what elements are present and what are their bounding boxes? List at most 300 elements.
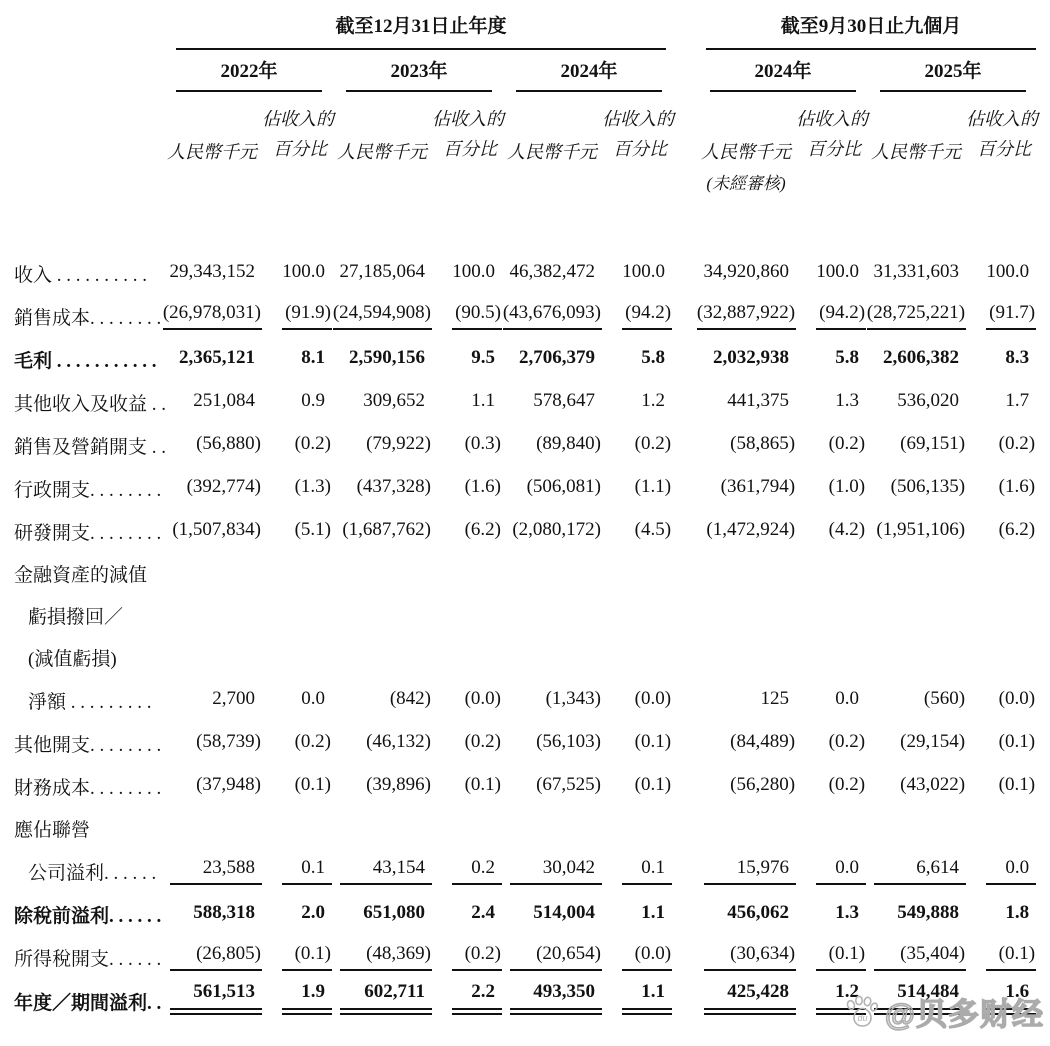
- cell-value: 29,343,152: [169, 261, 255, 282]
- table-cell: [796, 244, 866, 287]
- table-cell: [696, 244, 796, 287]
- table-cell: [332, 757, 432, 800]
- table-cell: [966, 757, 1036, 800]
- cell-value: (46,132): [366, 731, 431, 752]
- cell-value: 251,084: [193, 390, 255, 411]
- cell-value: (0.2): [828, 774, 866, 795]
- row-label-text: 銷售及營銷開支 . .: [14, 437, 167, 458]
- unaudited-note-row: [14, 164, 1036, 194]
- row-label: [14, 629, 162, 671]
- table-row: [14, 671, 1036, 714]
- table-cell: [502, 459, 602, 502]
- cell-value: (5.1): [294, 519, 331, 540]
- cell-value: (56,880): [196, 433, 261, 454]
- cell-value: (84,489): [730, 731, 796, 752]
- table-cell: [262, 416, 332, 459]
- table-cell: [866, 244, 966, 287]
- row-label-text: 財務成本. . . . . . . .: [14, 778, 162, 799]
- amount-unit-header: 人民幣千元: [507, 142, 597, 162]
- table-cell: [696, 330, 796, 373]
- table-cell: [332, 971, 432, 1015]
- table-row: [14, 287, 1036, 330]
- group-gap: [672, 373, 696, 416]
- cell-value: (91.9): [282, 302, 332, 330]
- table-cell: [332, 287, 432, 330]
- table-cell: [502, 757, 602, 800]
- cell-value: 588,318: [193, 902, 255, 923]
- cell-value: (560): [923, 688, 966, 709]
- cell-value: 2,365,121: [179, 347, 255, 368]
- row-label: [14, 587, 162, 629]
- table-cell: [696, 971, 796, 1015]
- table-cell: [866, 330, 966, 373]
- group-gap: [672, 885, 696, 928]
- table-cell: [432, 971, 502, 1015]
- table-row: [14, 928, 1036, 971]
- table-cell: [162, 671, 262, 714]
- table-row: [14, 714, 1036, 757]
- row-label: [14, 928, 162, 971]
- table-row: [14, 587, 1036, 629]
- group-gap: [672, 971, 696, 1015]
- cell-value: 27,185,064: [339, 261, 425, 282]
- table-cell: [162, 714, 262, 757]
- table-cell: [502, 842, 602, 885]
- row-label-text: 公司溢利. . . . . .: [28, 863, 157, 884]
- cell-value: (842): [389, 688, 431, 709]
- cell-value: 2.4: [471, 902, 495, 923]
- table-cell: [432, 416, 502, 459]
- cell-value: (0.1): [816, 943, 866, 971]
- label-col-spacer: [14, 164, 162, 194]
- row-label: [14, 502, 162, 545]
- table-cell: [432, 885, 502, 928]
- table-cell: [432, 330, 502, 373]
- cell-value: (69,151): [900, 433, 966, 454]
- cell-value: 100.0: [986, 261, 1030, 282]
- table-cell: [162, 373, 262, 416]
- table-cell: [966, 842, 1036, 885]
- amount-unit-header: 人民幣千元: [337, 142, 427, 162]
- empty-cells: [162, 587, 1036, 629]
- pct-of-revenue-header: 佔收入的 百分比: [602, 109, 674, 159]
- cell-value: (32,887,922): [697, 302, 796, 330]
- row-label: [14, 757, 162, 800]
- row-label-text: 行政開支. . . . . . . .: [14, 480, 162, 501]
- cell-value: (392,774): [186, 476, 261, 497]
- table-cell: [162, 244, 262, 287]
- label-col-spacer: [14, 6, 162, 50]
- cell-value: (0.2): [998, 433, 1036, 454]
- year-2025-9m: 2025年: [866, 50, 1036, 92]
- table-cell: [866, 459, 966, 502]
- table-cell: [966, 416, 1036, 459]
- row-label-text: 應佔聯營: [14, 820, 91, 841]
- cell-value: 31,331,603: [873, 261, 960, 282]
- cell-value: (1,687,762): [342, 519, 431, 540]
- table-cell: [866, 885, 966, 928]
- table-row: [14, 416, 1036, 459]
- cell-value: 578,647: [533, 390, 595, 411]
- table-cell: [696, 885, 796, 928]
- table-cell: [796, 885, 866, 928]
- table-cell: [602, 971, 672, 1015]
- table-cell: [162, 885, 262, 928]
- cell-value: 34,920,860: [703, 261, 790, 282]
- empty-cells: [162, 545, 1036, 587]
- table-cell: [262, 671, 332, 714]
- cell-value: 1.9: [282, 981, 332, 1015]
- cell-value: 1.1: [641, 902, 666, 923]
- row-label: [14, 416, 167, 459]
- row-label-text: 除稅前溢利. . . . . .: [14, 906, 162, 927]
- cell-value: 602,711: [340, 981, 432, 1015]
- table-cell: [262, 373, 332, 416]
- table-cell: [162, 459, 262, 502]
- cell-value: (0.1): [282, 943, 332, 971]
- cell-value: 1.7: [1005, 390, 1030, 411]
- cell-value: (0.2): [452, 943, 502, 971]
- cell-value: (0.2): [294, 433, 331, 454]
- row-label-text: 金融資產的減值: [14, 565, 148, 586]
- table-cell: [332, 885, 432, 928]
- table-row: [14, 885, 1036, 928]
- cell-value: 43,154: [340, 857, 432, 885]
- table-body: [14, 244, 1036, 1015]
- table-cell: [502, 714, 602, 757]
- table-cell: [432, 757, 502, 800]
- table-cell: [432, 459, 502, 502]
- cell-value: 9.5: [471, 347, 495, 368]
- group-gap: [672, 244, 696, 287]
- table-cell: [502, 885, 602, 928]
- cell-value: 100.0: [622, 261, 666, 282]
- table-cell: [332, 671, 432, 714]
- pct-of-revenue-header: 佔收入的 百分比: [262, 109, 334, 159]
- cell-value: (37,948): [196, 774, 261, 795]
- cell-value: (94.2): [622, 302, 672, 330]
- table-cell: [262, 287, 332, 330]
- table-cell: [866, 502, 966, 545]
- cell-value: 125: [760, 688, 790, 709]
- cell-value: 309,652: [363, 390, 425, 411]
- table-cell: [966, 928, 1036, 971]
- cell-value: (43,022): [900, 774, 966, 795]
- amount-unit-header: 人民幣千元: [701, 142, 792, 162]
- table-cell: [502, 287, 602, 330]
- table-cell: [696, 416, 796, 459]
- table-cell: [966, 714, 1036, 757]
- table-cell: [162, 416, 262, 459]
- table-cell: [866, 287, 966, 330]
- table-cell: [262, 714, 332, 757]
- cell-value: (58,865): [730, 433, 796, 454]
- cell-value: (0.2): [634, 433, 672, 454]
- cell-value: 100.0: [282, 261, 325, 282]
- cell-value: 0.0: [816, 857, 866, 885]
- row-label: [14, 714, 162, 757]
- row-label: [14, 545, 162, 587]
- table-cell: [332, 714, 432, 757]
- table-cell: [696, 757, 796, 800]
- row-label-text: 其他收入及收益 . .: [14, 394, 167, 415]
- cell-value: 1.2: [816, 981, 866, 1015]
- cell-value: 0.9: [301, 390, 325, 411]
- cell-value: 425,428: [704, 981, 796, 1015]
- table-cell: [162, 842, 262, 885]
- cell-value: 493,350: [510, 981, 602, 1015]
- cell-value: (0.2): [828, 731, 866, 752]
- label-col-spacer: [14, 50, 162, 92]
- table-cell: [332, 502, 432, 545]
- table-cell: [262, 459, 332, 502]
- cell-value: (0.2): [464, 731, 501, 752]
- table-cell: [866, 971, 966, 1015]
- cell-value: (361,794): [720, 476, 796, 497]
- amount-unit-header: 人民幣千元: [167, 142, 257, 162]
- cell-value: 1.8: [1005, 902, 1030, 923]
- table-cell: [262, 502, 332, 545]
- cell-value: 1.3: [835, 902, 860, 923]
- cell-value: 2,700: [212, 688, 255, 709]
- table-cell: [866, 671, 966, 714]
- cell-value: 2,706,379: [519, 347, 595, 368]
- cell-value: (0.3): [464, 433, 501, 454]
- table-cell: [432, 373, 502, 416]
- table-cell: [432, 842, 502, 885]
- table-cell: [162, 928, 262, 971]
- table-cell: [602, 714, 672, 757]
- table-cell: [502, 671, 602, 714]
- table-cell: [696, 842, 796, 885]
- table-cell: [796, 502, 866, 545]
- cell-value: (43,676,093): [503, 302, 602, 330]
- cell-value: (1.1): [634, 476, 672, 497]
- cell-value: 0.1: [622, 857, 672, 885]
- group-year-ended-title: 截至12月31日止年度: [176, 11, 666, 50]
- group-gap: [672, 459, 696, 502]
- table-cell: [866, 842, 966, 885]
- table-cell: [162, 330, 262, 373]
- table-cell: [432, 928, 502, 971]
- table-row: [14, 459, 1036, 502]
- table-cell: [866, 757, 966, 800]
- table-cell: [502, 330, 602, 373]
- cell-value: 0.1: [282, 857, 332, 885]
- table-cell: [432, 671, 502, 714]
- row-label: [14, 885, 162, 928]
- cell-value: 0.0: [986, 857, 1036, 885]
- table-cell: [966, 244, 1036, 287]
- cell-value: (1.6): [464, 476, 501, 497]
- group-gap: [672, 842, 696, 885]
- cell-value: (0.1): [998, 731, 1036, 752]
- table-cell: [332, 330, 432, 373]
- cell-value: (28,725,221): [867, 302, 966, 330]
- table-cell: [502, 373, 602, 416]
- year-2024-9m: 2024年: [696, 50, 866, 92]
- cell-value: (1,951,106): [876, 519, 966, 540]
- cell-value: (437,328): [356, 476, 431, 497]
- cell-value: (67,525): [536, 774, 601, 795]
- cell-value: (0.0): [622, 943, 672, 971]
- cell-value: (1,472,924): [706, 519, 796, 540]
- table-cell: [696, 928, 796, 971]
- table-cell: [162, 502, 262, 545]
- table-cell: [796, 416, 866, 459]
- cell-value: (506,081): [526, 476, 601, 497]
- row-label-text: (減值虧損): [28, 649, 117, 670]
- cell-value: 5.8: [641, 347, 666, 368]
- table-cell: [696, 373, 796, 416]
- table-cell: [966, 459, 1036, 502]
- cell-value: 30,042: [510, 857, 602, 885]
- cell-value: (39,896): [366, 774, 431, 795]
- period-group-row: [14, 6, 1036, 50]
- cell-value: (6.2): [998, 519, 1036, 540]
- row-label: [14, 971, 162, 1015]
- cell-value: (26,805): [170, 943, 262, 971]
- cell-value: 441,375: [727, 390, 790, 411]
- table-cell: [866, 373, 966, 416]
- table-cell: [966, 671, 1036, 714]
- cell-value: (20,654): [510, 943, 602, 971]
- cell-value: (0.1): [464, 774, 501, 795]
- cell-value: (6.2): [464, 519, 501, 540]
- table-cell: [502, 244, 602, 287]
- table-cell: [502, 416, 602, 459]
- pct-of-revenue-header: 佔收入的 百分比: [432, 109, 504, 159]
- cell-value: (0.0): [464, 688, 501, 709]
- cell-value: 514,484: [874, 981, 966, 1015]
- table-cell: [602, 502, 672, 545]
- cell-value: (0.2): [828, 433, 866, 454]
- pct-of-revenue-header: 佔收入的 百分比: [796, 109, 869, 159]
- row-label-text: 年度／期間溢利. .: [14, 993, 162, 1014]
- cell-value: 100.0: [452, 261, 495, 282]
- row-label-text: 毛利 . . . . . . . . . . .: [14, 351, 157, 372]
- table-cell: [502, 971, 602, 1015]
- table-cell: [602, 244, 672, 287]
- table-cell: [502, 502, 602, 545]
- cell-value: 1.1: [622, 981, 672, 1015]
- table-cell: [262, 971, 332, 1015]
- watermark-handle: @贝多财经: [884, 997, 1044, 1032]
- cell-value: 0.0: [835, 688, 860, 709]
- label-col-spacer: [14, 92, 162, 164]
- row-label: [14, 373, 167, 416]
- table-cell: [602, 928, 672, 971]
- cell-value: 549,888: [897, 902, 960, 923]
- table-cell: [866, 416, 966, 459]
- group-gap: [672, 287, 696, 330]
- table-cell: [796, 928, 866, 971]
- empty-cells: [162, 800, 1036, 842]
- table-cell: [502, 928, 602, 971]
- table-cell: [162, 757, 262, 800]
- table-row: [14, 373, 1036, 416]
- cell-value: (0.1): [634, 731, 672, 752]
- cell-value: 561,513: [170, 981, 262, 1015]
- row-label: [14, 244, 162, 287]
- cell-value: (1.3): [294, 476, 331, 497]
- group-nine-months-title: 截至9月30日止九個月: [706, 11, 1036, 50]
- cell-value: (58,739): [196, 731, 261, 752]
- group-gap: [672, 50, 696, 92]
- table-cell: [262, 842, 332, 885]
- cell-value: (79,922): [366, 433, 431, 454]
- table-cell: [602, 287, 672, 330]
- cell-value: 6,614: [874, 857, 966, 885]
- year-label-row: [14, 50, 1036, 92]
- income-statement-table: [14, 6, 1039, 1015]
- table-cell: [332, 459, 432, 502]
- cell-value: 8.3: [1005, 347, 1030, 368]
- row-label: [14, 842, 162, 885]
- table-cell: [432, 244, 502, 287]
- table-cell: [602, 671, 672, 714]
- cell-value: (506,135): [890, 476, 966, 497]
- table-row: [14, 545, 1036, 587]
- table-cell: [696, 671, 796, 714]
- cell-value: (29,154): [900, 731, 966, 752]
- group-nine-months: [696, 6, 1036, 50]
- table-cell: [796, 459, 866, 502]
- cell-value: (26,978,031): [163, 302, 262, 330]
- table-cell: [432, 714, 502, 757]
- table-cell: [602, 416, 672, 459]
- year-2023: 2023年: [332, 50, 502, 92]
- table-row: [14, 244, 1036, 287]
- group-gap: [672, 502, 696, 545]
- cell-value: 536,020: [897, 390, 960, 411]
- cell-value: 456,062: [727, 902, 790, 923]
- row-label-text: 收入 . . . . . . . . . .: [14, 265, 148, 286]
- table-cell: [866, 928, 966, 971]
- cell-value: (91.7): [986, 302, 1036, 330]
- row-label-text: 研發開支. . . . . . . .: [14, 523, 162, 544]
- group-gap: [672, 928, 696, 971]
- table-cell: [796, 757, 866, 800]
- table-cell: [332, 416, 432, 459]
- cell-value: (1,507,834): [172, 519, 261, 540]
- cell-value: 1.2: [641, 390, 666, 411]
- cell-value: (48,369): [340, 943, 432, 971]
- table-row: [14, 971, 1036, 1015]
- cell-value: 2,032,938: [713, 347, 790, 368]
- year-2022: 2022年: [162, 50, 332, 92]
- cell-value: (0.1): [998, 774, 1036, 795]
- row-label-text: 其他開支. . . . . . . .: [14, 735, 162, 756]
- column-header-row: [14, 92, 1036, 164]
- cell-value: 15,976: [704, 857, 796, 885]
- cell-value: 2.0: [301, 902, 325, 923]
- row-label: [14, 330, 162, 373]
- table-cell: [162, 287, 262, 330]
- group-year-ended: [162, 6, 672, 50]
- table-cell: [602, 842, 672, 885]
- table-cell: [696, 502, 796, 545]
- cell-value: 2,590,156: [349, 347, 425, 368]
- table-cell: [796, 373, 866, 416]
- row-label: [14, 459, 162, 502]
- table-cell: [796, 971, 866, 1015]
- table-cell: [602, 459, 672, 502]
- cell-value: 514,004: [533, 902, 595, 923]
- cell-value: (0.1): [634, 774, 672, 795]
- table-cell: [602, 757, 672, 800]
- cell-value: 46,382,472: [509, 261, 595, 282]
